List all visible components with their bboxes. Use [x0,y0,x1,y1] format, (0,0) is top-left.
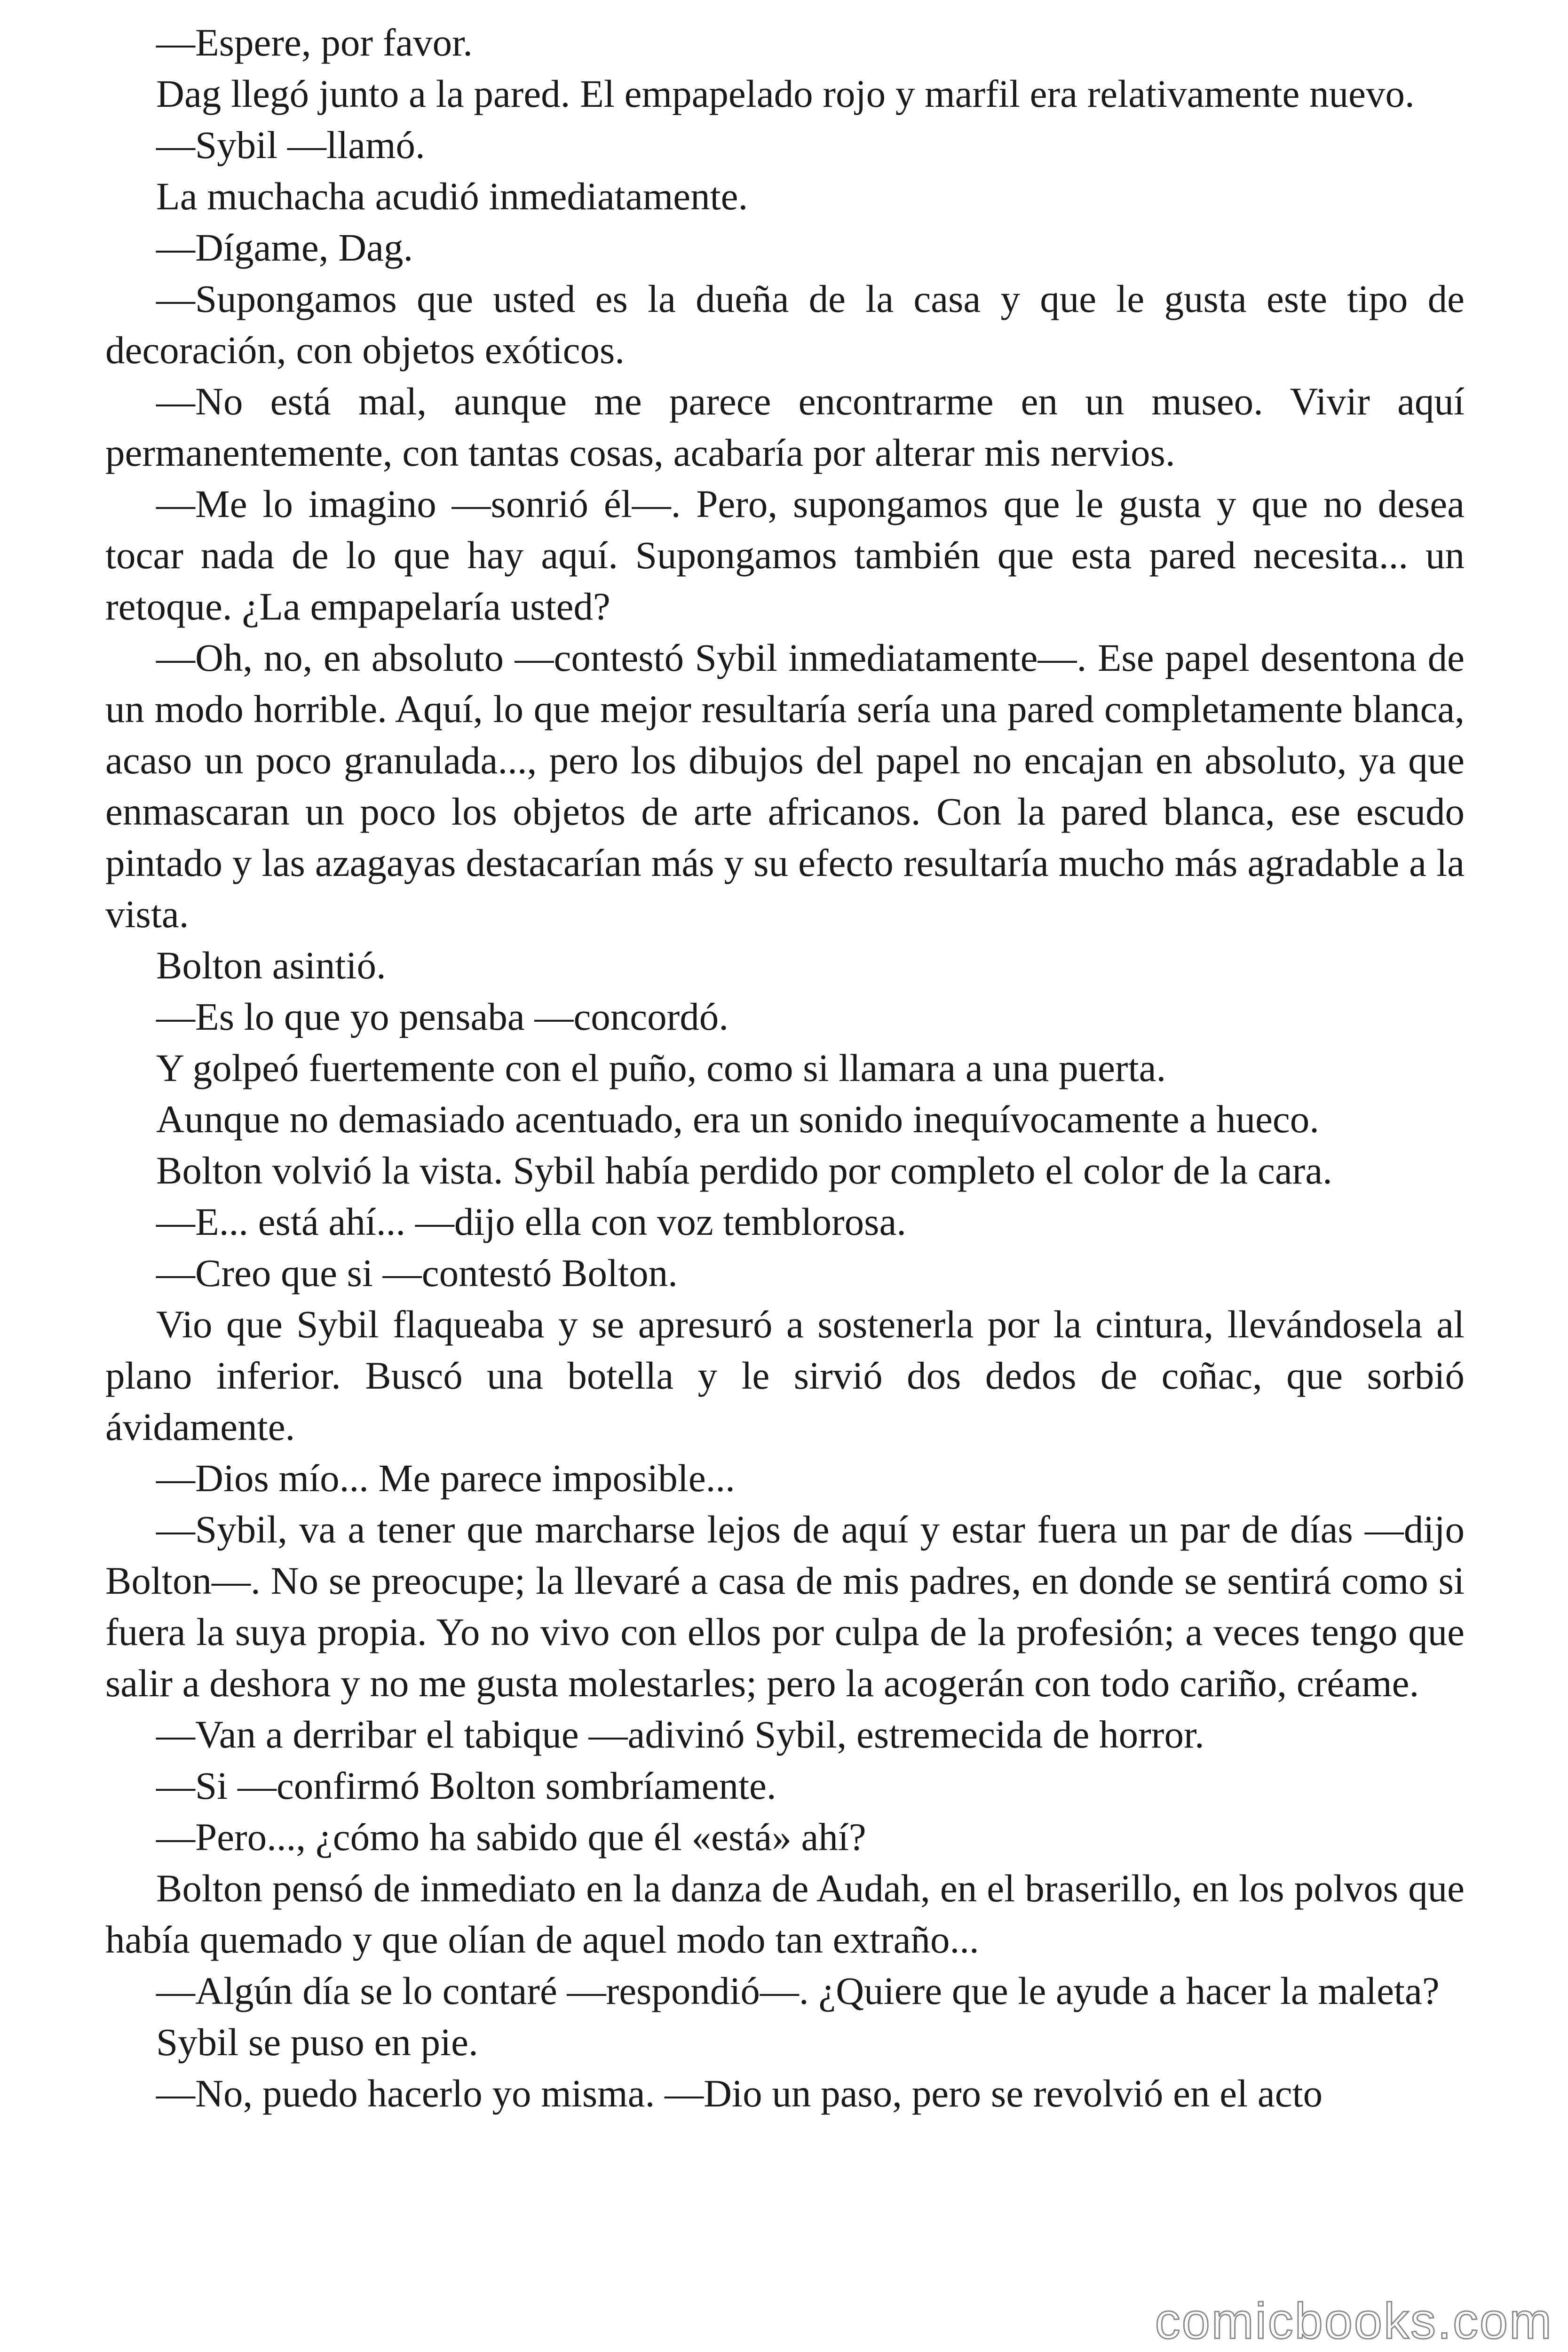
paragraph-18: —Dios mío... Me parece imposible... [156,1456,735,1500]
paragraph-1: —Espere, por favor. [156,21,473,64]
paragraph-22: —Pero..., ¿cómo ha sabido que él «está» ahí? [156,1815,866,1859]
paragraph-4: La muchacha acudió inmediatamente. [156,175,748,218]
paragraph-8: —Me lo imagino —sonrió él—. Pero, supongamos que le gusta y que no desea tocar nada de lo que hay aquí. Supongamos también que esta pared necesita... un retoque. ¿La empapelaría usted? [105,482,1465,628]
paragraph-12: Y golpeó fuertemente con el puño, como si llamara a una puerta. [156,1046,1166,1089]
paragraph-2: Dag llegó junto a la pared. El empapelado rojo y marfil era relativamente nuevo. [156,72,1415,115]
paragraph-13: Aunque no demasiado acentuado, era un sonido inequívocamente a hueco. [156,1097,1320,1141]
paragraph-11: —Es lo que yo pensaba —concordó. [156,995,729,1038]
paragraph-5: —Dígame, Dag. [156,226,413,269]
paragraph-17: Vio que Sybil flaqueaba y se apresuró a sostenerla por la cintura, llevándosela al plano inferior. Buscó una botella y le sirvió dos dedos de coñac, que sorbió ávidamente. [105,1303,1465,1448]
paragraph-7: —No está mal, aunque me parece encontrarme en un museo. Vivir aquí permanentemente, con tantas cosas, acabaría por alterar mis nervios. [105,380,1465,474]
paragraph-9: —Oh, no, en absoluto —contestó Sybil inmediatamente—. Ese papel desentona de un modo horrible. Aquí, lo que mejor resultaría sería una pared completamente blanca, acaso un poco granulada..., pero los dibujos del papel no encajan en absoluto, ya que enmascaran un poco los objetos de arte africanos. Con la pared blanca, ese escudo pintado y las azagayas destacarían más y su efecto resultaría mucho más agradable a la vista. [105,636,1465,936]
page-text [105,17,1465,2119]
watermark: comicbooks.com [1155,2292,1553,2349]
paragraph-26: —No, puedo hacerlo yo misma. —Dio un paso, pero se revolvió en el acto [156,2072,1323,2115]
paragraph-6: —Supongamos que usted es la dueña de la casa y que le gusta este tipo de decoración, con objetos exóticos. [105,277,1465,372]
paragraph-14: Bolton volvió la vista. Sybil había perdido por completo el color de la cara. [156,1149,1332,1192]
paragraph-24: —Algún día se lo contaré —respondió—. ¿Quiere que le ayude a hacer la maleta? [156,1969,1440,2012]
paragraph-25: Sybil se puso en pie. [156,2020,478,2064]
paragraph-16: —Creo que si —contestó Bolton. [156,1251,678,1295]
paragraph-3: —Sybil —llamó. [156,123,425,167]
paragraph-10: Bolton asintió. [156,944,386,987]
paragraph-15: —E... está ahí... —dijo ella con voz temblorosa. [156,1200,907,1243]
paragraph-19: —Sybil, va a tener que marcharse lejos de aquí y estar fuera un par de días —dijo Bolton—. No se preocupe; la llevaré a casa de mis padres, en donde se sentirá como si fuera la suya propia. Yo no vivo con ellos por culpa de la profesión; a veces tengo que salir a deshora y no me gusta molestarles; pero la acogerán con todo cariño, créame. [105,1508,1465,1705]
paragraph-23: Bolton pensó de inmediato en la danza de Audah, en el braserillo, en los polvos que había quemado y que olían de aquel modo tan extraño... [105,1867,1465,1961]
paragraph-21: —Si —confirmó Bolton sombríamente. [156,1764,776,1807]
paragraph-20: —Van a derribar el tabique —adivinó Sybil, estremecida de horror. [156,1713,1204,1756]
